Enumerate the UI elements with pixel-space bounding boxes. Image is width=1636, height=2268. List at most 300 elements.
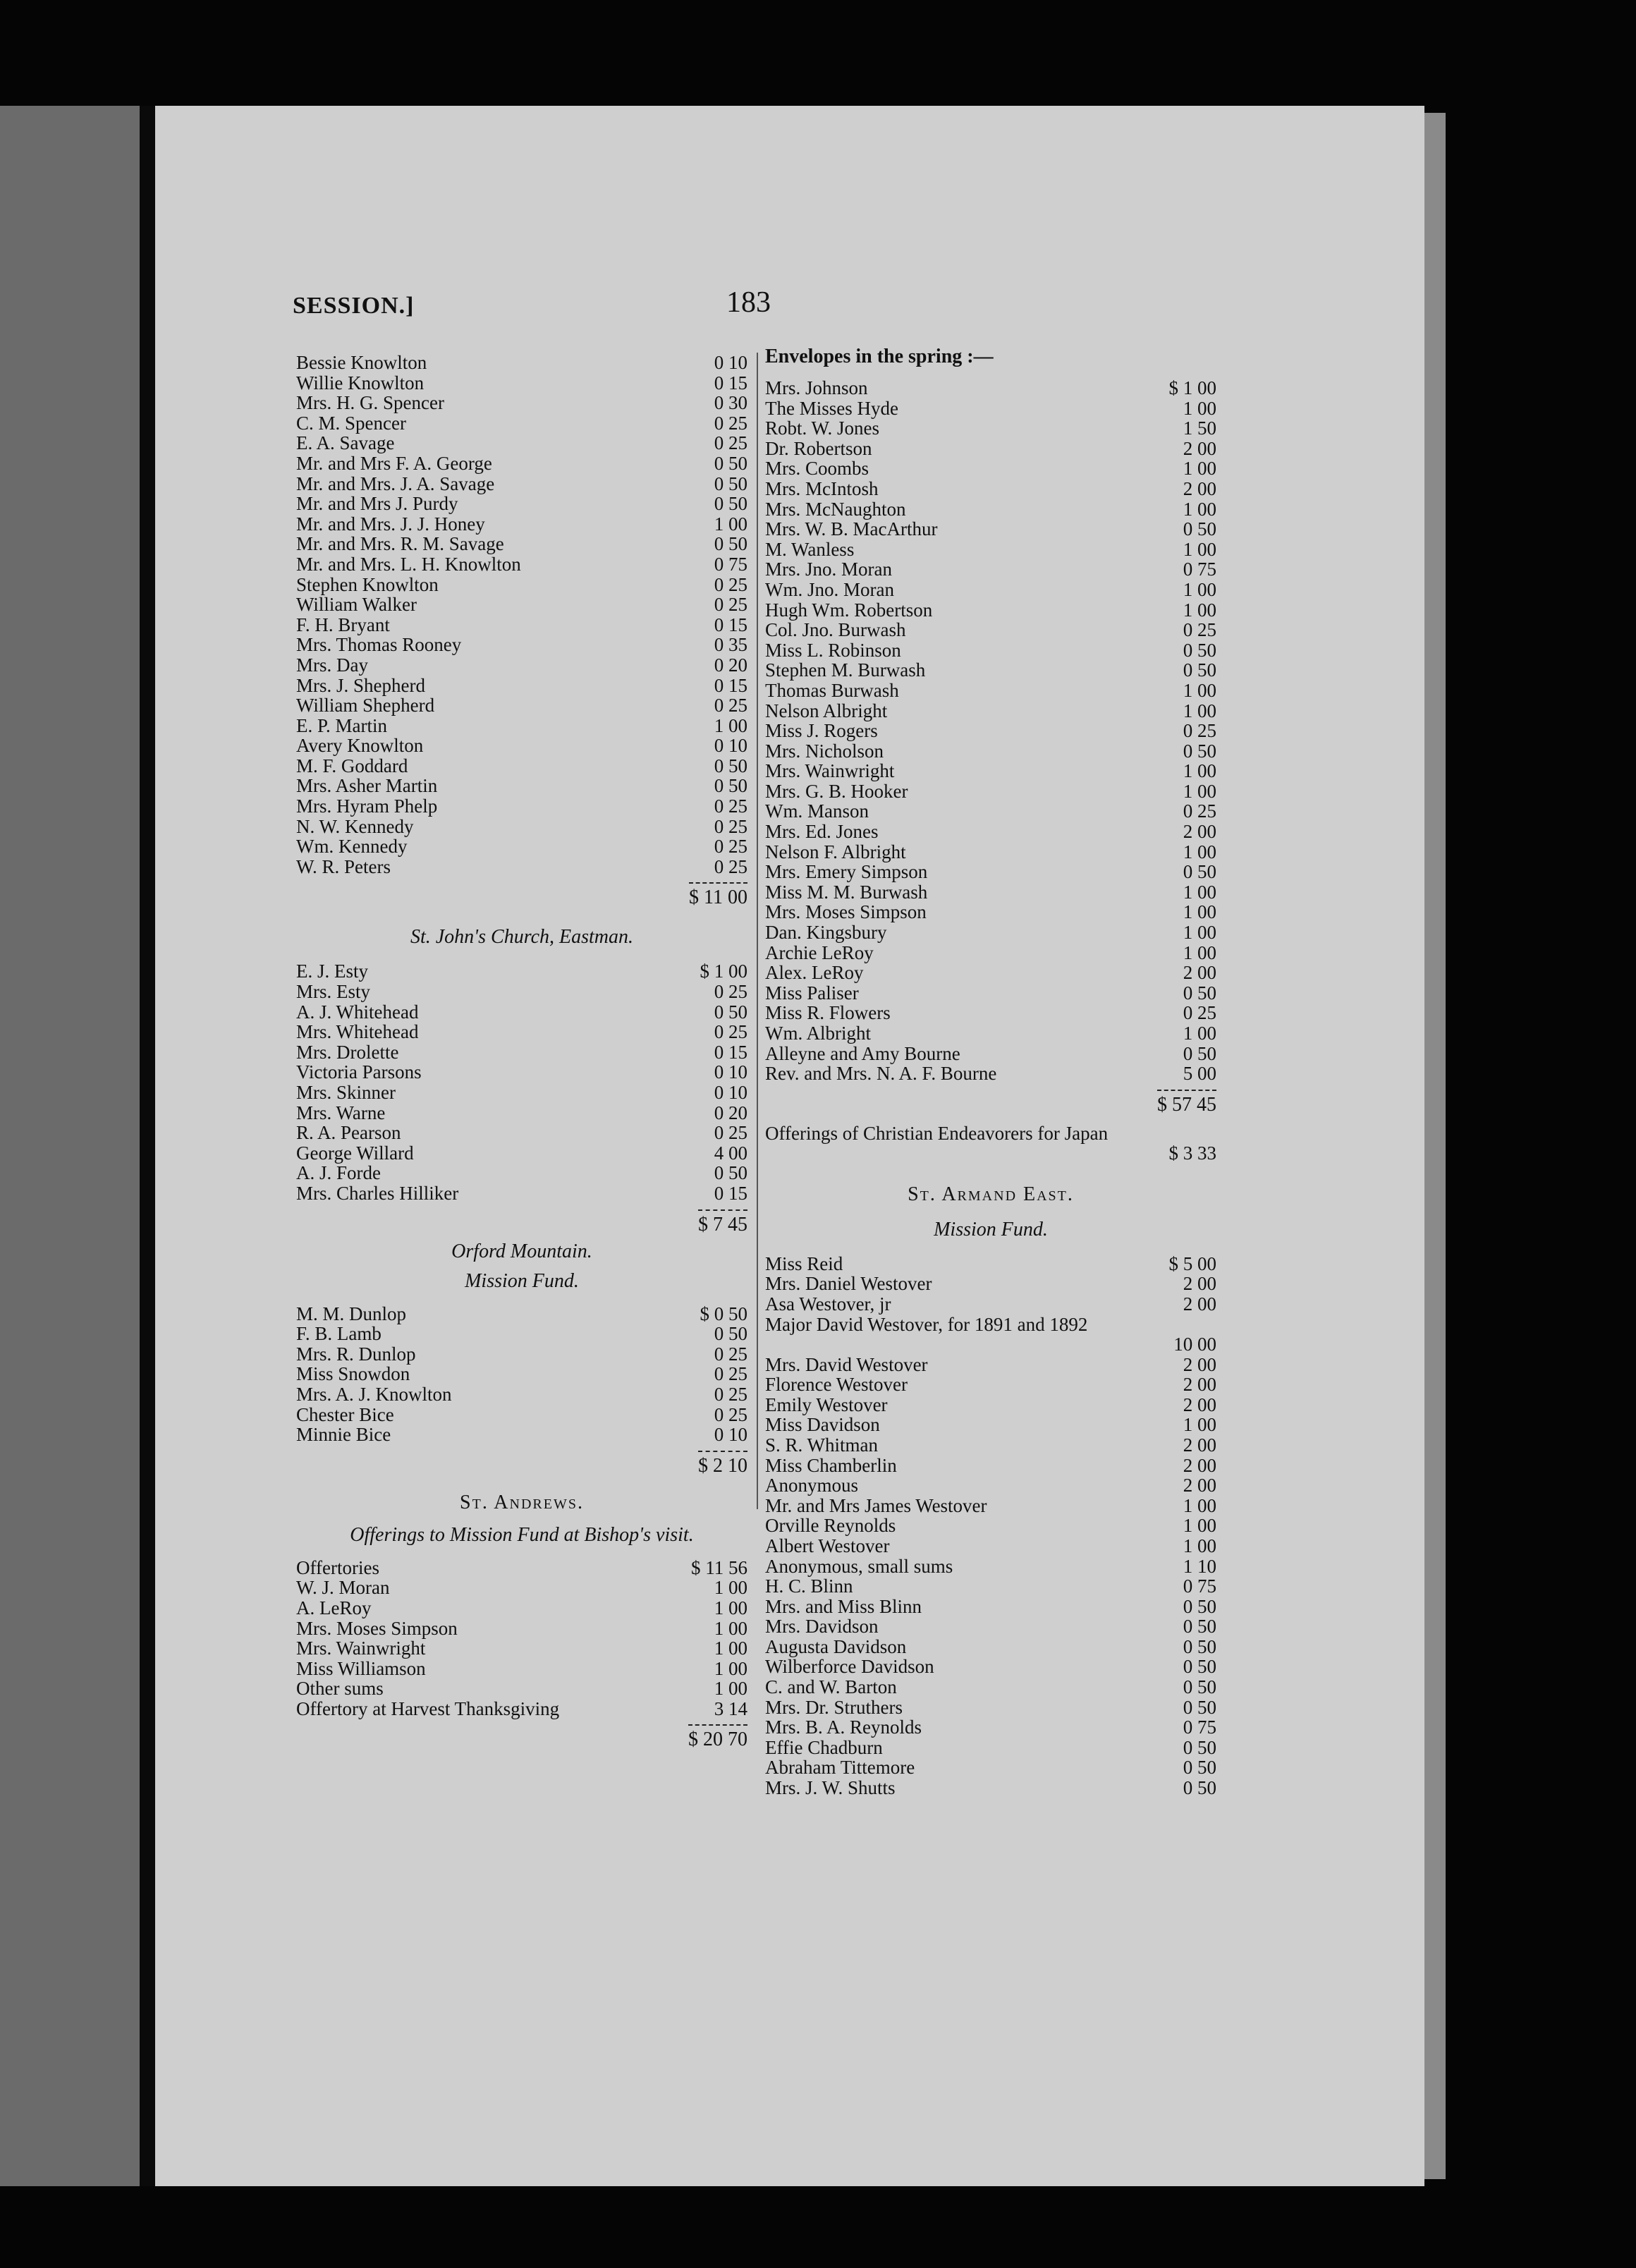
donor-name: Mrs. Day — [296, 654, 368, 676]
donation-amount: 0 50 — [714, 1323, 747, 1345]
donation-amount: 1 00 — [1183, 599, 1216, 621]
donor-name: F. B. Lamb — [296, 1323, 381, 1345]
donation-amount: 1 00 — [1183, 1515, 1216, 1537]
donation-row — [296, 353, 747, 373]
donation-row — [296, 1364, 747, 1384]
donation-amount: 1 00 — [1183, 941, 1216, 963]
donor-name: Anonymous, small sums — [765, 1555, 953, 1577]
donor-name: Miss Williamson — [296, 1657, 426, 1679]
donation-amount: 0 75 — [1183, 1575, 1216, 1597]
section-heading: St. Andrews. — [460, 1491, 584, 1513]
donor-name: M. Wanless — [765, 538, 855, 560]
donation-amount: 2 00 — [1183, 1454, 1216, 1476]
donation-row — [296, 433, 747, 453]
donation-row — [765, 1003, 1216, 1023]
donor-name: Emily Westover — [765, 1394, 888, 1415]
donor-name: Mrs. David Westover — [765, 1353, 928, 1375]
donation-row — [765, 741, 1216, 762]
donation-row — [296, 836, 747, 857]
donation-amount: 0 50 — [1183, 1777, 1216, 1799]
donation-amount: 0 50 — [1183, 1042, 1216, 1064]
donation-row — [296, 534, 747, 554]
donor-list — [296, 961, 747, 1203]
donation-row — [765, 378, 1216, 398]
donor-name: Offerings of Christian Endeavorers for Japan — [765, 1122, 1109, 1144]
page-number: 183 — [726, 286, 771, 319]
donor-name: S. R. Whitman — [765, 1434, 879, 1456]
donation-row — [296, 695, 747, 716]
donation-row — [765, 882, 1216, 903]
donation-row — [296, 1618, 747, 1639]
donor-name: Mrs. Dr. Struthers — [765, 1696, 903, 1718]
donor-name: Mrs. Coombs — [765, 458, 869, 480]
donation-row — [765, 761, 1216, 781]
donor-name: Mr. and Mrs F. A. George — [296, 452, 492, 474]
donation-amount: 1 00 — [714, 1657, 747, 1679]
donor-name: C. M. Spencer — [296, 412, 406, 434]
donation-amount: 1 00 — [1183, 700, 1216, 721]
donation-row — [765, 519, 1216, 539]
donor-name: William Shepherd — [296, 695, 435, 717]
donation-row — [765, 1597, 1216, 1617]
donation-row — [765, 1576, 1216, 1597]
donor-name: Mrs. and Miss Blinn — [765, 1595, 922, 1617]
donor-name: Willie Knowlton — [296, 372, 425, 394]
donation-row — [765, 1355, 1216, 1375]
donation-row — [765, 1717, 1216, 1738]
donation-row — [765, 1435, 1216, 1456]
donor-name: Thomas Burwash — [765, 679, 899, 701]
donation-row — [765, 902, 1216, 922]
donation-row — [296, 1123, 747, 1143]
donation-amount: 1 00 — [714, 1678, 747, 1700]
donation-amount: 3 14 — [714, 1697, 747, 1719]
donation-row — [765, 559, 1216, 580]
section-subheading: Mission Fund. — [465, 1269, 579, 1292]
donation-amount: $ 5 00 — [1168, 1252, 1216, 1274]
donation-row — [765, 1415, 1216, 1435]
donation-amount: 1 00 — [1183, 1535, 1216, 1556]
donor-name: Miss L. Robinson — [765, 639, 901, 661]
donation-amount: 0 25 — [714, 1122, 747, 1144]
donation-row — [296, 1183, 747, 1204]
donation-amount: 0 75 — [1183, 559, 1216, 580]
donation-amount: 0 15 — [714, 674, 747, 696]
donation-amount: 1 00 — [1183, 780, 1216, 802]
donation-row — [765, 963, 1216, 983]
donation-row — [765, 539, 1216, 560]
donation-amount: 0 25 — [714, 981, 747, 1003]
donation-row — [765, 1757, 1216, 1778]
donor-list — [296, 353, 747, 877]
donation-row — [765, 1516, 1216, 1536]
donation-amount: 0 50 — [1183, 740, 1216, 762]
donation-amount: 0 10 — [714, 735, 747, 757]
donation-row — [296, 961, 747, 982]
donor-name: Alleyne and Amy Bourne — [765, 1042, 960, 1064]
donation-row — [765, 600, 1216, 621]
donation-amount: 2 00 — [1183, 1475, 1216, 1496]
donation-row — [765, 1274, 1216, 1294]
subtotal — [296, 1451, 747, 1476]
donor-name: Mrs. J. W. Shutts — [765, 1777, 896, 1799]
donation-amount: 0 10 — [714, 1061, 747, 1083]
donation-row — [765, 1254, 1216, 1274]
donation-amount: 1 00 — [714, 1638, 747, 1659]
section-heading: Orford Mountain. — [451, 1240, 592, 1262]
donor-name: Mrs. Moses Simpson — [296, 1617, 458, 1639]
donor-name: Mr. and Mrs. L. H. Knowlton — [296, 553, 521, 575]
donor-name: Augusta Davidson — [765, 1635, 907, 1657]
donation-row — [296, 982, 747, 1002]
donor-name: Wm. Albright — [765, 1023, 871, 1044]
subtotal-amount: $ 7 45 — [698, 1209, 747, 1238]
donor-name: C. and W. Barton — [765, 1676, 897, 1698]
donor-name: Victoria Parsons — [296, 1061, 422, 1083]
donor-name: Mr. and Mrs. J. A. Savage — [296, 472, 495, 494]
donor-name: Miss R. Flowers — [765, 1002, 891, 1024]
donor-name: Other sums — [296, 1678, 384, 1700]
donation-row — [296, 494, 747, 514]
donation-amount: 0 10 — [714, 1082, 747, 1103]
donor-name: H. C. Blinn — [765, 1575, 853, 1597]
donation-amount: 0 50 — [714, 452, 747, 474]
donation-row — [296, 776, 747, 796]
donation-amount: 0 15 — [714, 372, 747, 394]
donation-amount: 0 50 — [714, 472, 747, 494]
donation-row — [296, 413, 747, 434]
donor-list — [765, 378, 1216, 1084]
donor-name: Florence Westover — [765, 1374, 908, 1396]
donation-row — [296, 1062, 747, 1083]
donor-name: E. J. Esty — [296, 961, 369, 982]
donation-amount: 0 15 — [714, 1041, 747, 1063]
donation-row — [765, 479, 1216, 499]
donation-amount: 1 00 — [1183, 841, 1216, 862]
donation-amount: 0 25 — [714, 573, 747, 595]
donation-row — [296, 1042, 747, 1063]
donation-amount: $ 0 50 — [700, 1303, 747, 1324]
donation-amount: 0 50 — [1183, 982, 1216, 1004]
donor-name: George Willard — [296, 1142, 414, 1164]
donation-amount: 1 10 — [1183, 1555, 1216, 1577]
donation-row — [765, 418, 1216, 439]
section-subheading: Offerings to Mission Fund at Bishop's visit. — [350, 1523, 694, 1546]
donor-name: N. W. Kennedy — [296, 815, 414, 837]
donor-name: Mrs. Jno. Moran — [765, 559, 892, 580]
donation-row — [765, 721, 1216, 741]
donation-amount: 0 50 — [1183, 1676, 1216, 1698]
donation-row — [765, 983, 1216, 1004]
donor-name: A. J. Forde — [296, 1162, 381, 1184]
donor-name: M. M. Dunlop — [296, 1303, 407, 1324]
donor-name: Offertory at Harvest Thanksgiving — [296, 1697, 560, 1719]
donation-amount: 0 30 — [714, 392, 747, 414]
donor-list — [765, 1254, 1216, 1798]
donation-amount: 1 00 — [1183, 922, 1216, 944]
donation-row — [296, 1083, 747, 1103]
donor-name: E. A. Savage — [296, 432, 395, 454]
donation-row — [296, 1103, 747, 1123]
donation-amount: 0 35 — [714, 634, 747, 656]
donation-amount: 0 50 — [714, 533, 747, 555]
donor-name: Mrs. Whitehead — [296, 1021, 419, 1043]
donor-name: Mrs. A. J. Knowlton — [296, 1383, 452, 1405]
donation-row — [296, 635, 747, 655]
donor-name: Asa Westover, jr — [765, 1293, 891, 1315]
donation-amount: 0 25 — [714, 432, 747, 454]
donor-name: Miss Davidson — [765, 1414, 880, 1436]
donor-name: Miss J. Rogers — [765, 720, 878, 742]
donor-name: Mrs. McIntosh — [765, 477, 879, 499]
section-heading: St. Armand East. — [908, 1183, 1074, 1205]
donation-row — [296, 1425, 747, 1445]
donation-amount: 1 00 — [1183, 760, 1216, 782]
donation-row — [765, 1395, 1216, 1415]
donor-name: Nelson Albright — [765, 700, 888, 721]
donation-amount: 1 00 — [1183, 679, 1216, 701]
donation-row — [765, 1315, 1216, 1355]
donation-amount: 0 50 — [1183, 1656, 1216, 1678]
donation-row — [765, 1677, 1216, 1697]
right-column — [765, 346, 1216, 1798]
donation-row — [765, 781, 1216, 802]
donor-name: Mrs. Moses Simpson — [765, 901, 927, 923]
donation-amount: 0 25 — [714, 1343, 747, 1365]
donation-row — [765, 1738, 1216, 1758]
donation-row — [765, 1657, 1216, 1677]
donor-name: Mrs. Ed. Jones — [765, 821, 879, 843]
donor-name: Mr. and Mrs. J. J. Honey — [296, 513, 485, 535]
donor-name: Stephen Knowlton — [296, 573, 439, 595]
donation-row — [765, 499, 1216, 520]
donation-amount: 2 00 — [1183, 1394, 1216, 1415]
donation-row — [296, 514, 747, 535]
section-subheading: Mission Fund. — [934, 1218, 1048, 1240]
donation-row — [296, 615, 747, 635]
donor-name: Dan. Kingsbury — [765, 922, 887, 944]
donation-amount: 2 00 — [1183, 1353, 1216, 1375]
donor-name: A. LeRoy — [296, 1597, 372, 1618]
donation-amount: 0 50 — [714, 493, 747, 515]
donor-name: Mrs. Wainwright — [765, 760, 895, 782]
donation-amount: 2 00 — [1183, 1374, 1216, 1396]
donor-name: Mrs. H. G. Spencer — [296, 392, 444, 414]
donor-name: Miss Paliser — [765, 982, 859, 1004]
donor-name: A. J. Whitehead — [296, 1001, 419, 1023]
donor-name: William Walker — [296, 594, 417, 616]
donation-row — [296, 393, 747, 413]
donation-amount: 0 75 — [1183, 1717, 1216, 1738]
page-gutter — [140, 106, 155, 2186]
donor-name: Mrs. B. A. Reynolds — [765, 1717, 922, 1738]
donation-amount: 0 25 — [714, 795, 747, 817]
donor-name: Mrs. Charles Hilliker — [296, 1182, 459, 1204]
donation-amount: 1 00 — [1183, 881, 1216, 903]
donation-row — [296, 1324, 747, 1344]
donor-name: Col. Jno. Burwash — [765, 619, 906, 641]
donation-amount: 0 50 — [1183, 518, 1216, 540]
donation-amount: 2 00 — [1183, 821, 1216, 843]
donor-name: Mrs. J. Shepherd — [296, 674, 425, 696]
donation-row — [765, 1616, 1216, 1637]
donor-name: Miss M. M. Burwash — [765, 881, 928, 903]
donation-amount: 0 50 — [1183, 1616, 1216, 1638]
donation-row — [296, 1022, 747, 1042]
donor-name: Mrs. Esty — [296, 981, 371, 1003]
donor-name: Nelson F. Albright — [765, 841, 906, 862]
donation-row — [765, 943, 1216, 963]
donation-row — [296, 1598, 747, 1618]
donation-amount: 0 50 — [714, 1001, 747, 1023]
donor-name: Mrs. Hyram Phelp — [296, 795, 438, 817]
donation-amount: $ 11 56 — [691, 1556, 747, 1578]
donation-row — [296, 575, 747, 595]
donation-amount: 0 25 — [714, 1363, 747, 1385]
donation-amount: 1 00 — [1183, 1494, 1216, 1516]
donation-row — [765, 640, 1216, 661]
donation-row — [296, 1344, 747, 1365]
donation-amount: 0 50 — [1183, 1635, 1216, 1657]
donor-name: Minnie Bice — [296, 1424, 391, 1446]
donation-amount: 0 50 — [1183, 1595, 1216, 1617]
donation-amount: $ 3 33 — [1168, 1142, 1216, 1164]
donor-name: Mrs. Wainwright — [296, 1638, 426, 1659]
donor-name: E. P. Martin — [296, 714, 388, 736]
donor-name: Mrs. R. Dunlop — [296, 1343, 416, 1365]
donation-row — [765, 1778, 1216, 1798]
donation-amount: 0 25 — [714, 836, 747, 858]
donor-name: Mr. and Mrs James Westover — [765, 1494, 987, 1516]
donation-amount: 1 00 — [1183, 901, 1216, 923]
donor-name: Mrs. Warne — [296, 1102, 386, 1123]
donation-amount: 1 00 — [1183, 397, 1216, 419]
donation-row — [296, 453, 747, 474]
donor-name: Robt. W. Jones — [765, 417, 880, 439]
donation-row — [296, 1002, 747, 1023]
donation-amount: 2 00 — [1183, 1273, 1216, 1295]
donation-amount: 0 50 — [1183, 1696, 1216, 1718]
donation-row — [765, 1294, 1216, 1315]
donation-row — [765, 1123, 1216, 1164]
donor-name: Major David Westover, for 1891 and 1892 — [765, 1313, 1088, 1335]
donation-row — [765, 1044, 1216, 1064]
donation-amount: 0 50 — [1183, 1757, 1216, 1779]
donation-row — [296, 756, 747, 776]
donation-row — [296, 1678, 747, 1699]
donation-row — [765, 458, 1216, 479]
subtotal-amount: $ 11 00 — [689, 882, 747, 910]
donor-name: Mrs. Daniel Westover — [765, 1273, 932, 1295]
donation-amount: 0 25 — [714, 855, 747, 877]
donor-name: Mrs. Johnson — [765, 377, 868, 398]
donor-name: Wm. Jno. Moran — [765, 578, 894, 600]
donor-name: Avery Knowlton — [296, 735, 424, 757]
donation-row — [296, 1578, 747, 1598]
donor-name: Mrs. W. B. MacArthur — [765, 518, 938, 540]
donation-amount: 0 50 — [1183, 639, 1216, 661]
section-intro: Envelopes in the spring :— — [765, 346, 994, 367]
donation-row — [296, 474, 747, 494]
donation-row — [296, 857, 747, 877]
donation-row — [296, 1143, 747, 1164]
donor-name: Mrs. Emery Simpson — [765, 861, 928, 883]
donation-row — [296, 1699, 747, 1719]
donor-name: Mrs. G. B. Hooker — [765, 780, 908, 802]
donation-amount: 2 00 — [1183, 962, 1216, 984]
donation-row — [765, 1556, 1216, 1577]
donor-name: Mrs. Asher Martin — [296, 775, 438, 797]
page-edge — [1424, 113, 1446, 2179]
donation-amount: 1 50 — [1183, 417, 1216, 439]
donor-list — [296, 1304, 747, 1445]
donation-row — [296, 1558, 747, 1578]
donation-amount: 0 25 — [714, 412, 747, 434]
donation-amount: 0 25 — [714, 1021, 747, 1043]
donation-amount: 1 00 — [1183, 498, 1216, 520]
donation-row — [765, 1023, 1216, 1044]
donor-name: Archie LeRoy — [765, 941, 874, 963]
donation-amount: 0 75 — [714, 553, 747, 575]
donation-amount: 0 15 — [714, 1182, 747, 1204]
donation-amount: 0 10 — [714, 352, 747, 373]
donation-amount: 0 50 — [1183, 861, 1216, 883]
donation-amount: 10 00 — [1173, 1333, 1216, 1355]
donation-row — [765, 1374, 1216, 1395]
donor-name: Chester Bice — [296, 1403, 394, 1425]
donor-name: Mr. and Mrs. R. M. Savage — [296, 533, 504, 555]
column-divider — [757, 353, 758, 1509]
donation-row — [296, 1638, 747, 1659]
donation-amount: 0 50 — [714, 775, 747, 797]
donor-name: Mrs. Drolette — [296, 1041, 399, 1063]
donation-row — [765, 842, 1216, 862]
donation-row — [296, 373, 747, 394]
donation-row — [765, 922, 1216, 943]
donation-amount: 0 50 — [714, 755, 747, 776]
donor-name: Miss Chamberlin — [765, 1454, 897, 1476]
donation-amount: $ 1 00 — [700, 961, 747, 982]
donation-amount: 0 50 — [1183, 659, 1216, 681]
donor-name: Abraham Tittemore — [765, 1757, 915, 1779]
donation-row — [765, 1456, 1216, 1476]
subtotal — [296, 1724, 747, 1750]
donation-row — [296, 817, 747, 837]
donation-row — [765, 580, 1216, 600]
donor-name: Wm. Kennedy — [296, 836, 408, 858]
donation-row — [765, 398, 1216, 419]
donation-row — [765, 660, 1216, 681]
donation-amount: 1 00 — [1183, 1023, 1216, 1044]
donation-row — [765, 862, 1216, 882]
donation-row — [296, 554, 747, 575]
donation-row — [765, 1496, 1216, 1516]
donation-amount: 4 00 — [714, 1142, 747, 1164]
subtotal — [296, 1209, 747, 1235]
donation-row — [296, 716, 747, 736]
donor-name: Mrs. Skinner — [296, 1082, 396, 1103]
donor-name: Mrs. McNaughton — [765, 498, 906, 520]
donation-row — [765, 1536, 1216, 1556]
subtotal-amount: $ 57 45 — [1157, 1090, 1216, 1118]
donor-name: Wilberforce Davidson — [765, 1656, 934, 1678]
donation-amount: 5 00 — [1183, 1063, 1216, 1085]
donation-amount: 1 00 — [1183, 538, 1216, 560]
running-header: SESSION.] — [293, 293, 415, 319]
donation-row — [765, 701, 1216, 721]
donation-amount: 0 50 — [1183, 1736, 1216, 1758]
donation-amount: 1 00 — [714, 1577, 747, 1599]
